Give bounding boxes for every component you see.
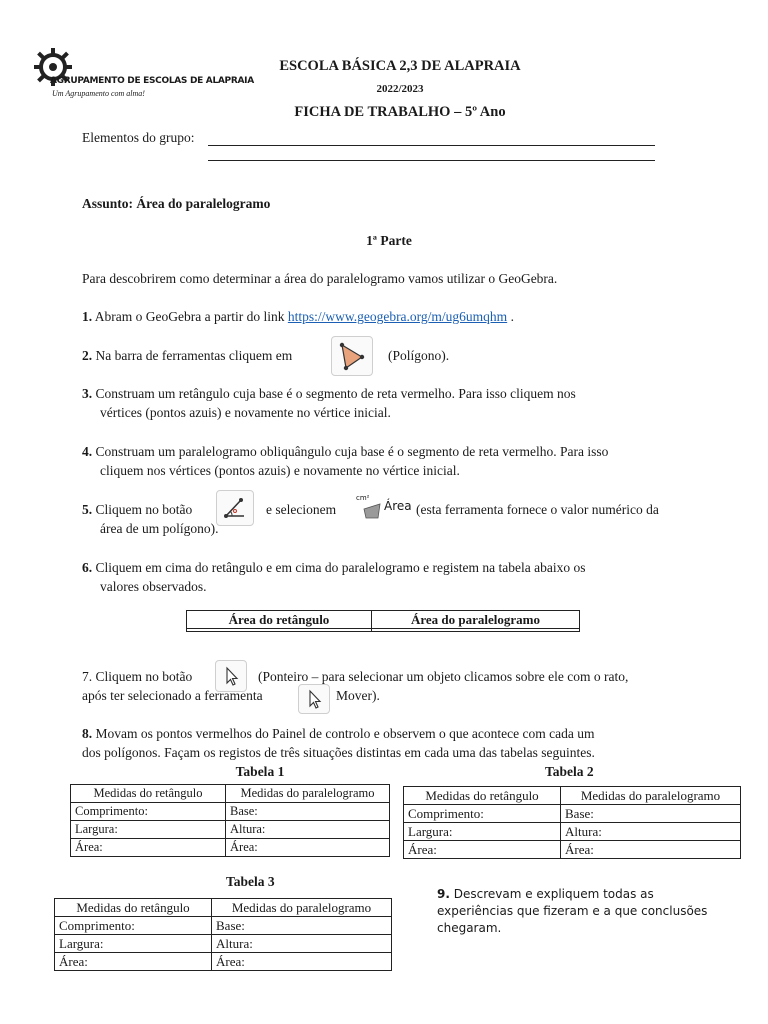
subject-title: Assunto: Área do paralelogramo [82, 196, 271, 211]
step-7-text1: Cliquem no botão [95, 669, 193, 684]
area-unit-label: cm² [356, 494, 370, 502]
step-5-number: 5. [82, 502, 93, 517]
area-shape-icon [362, 503, 382, 519]
step-9-line2: experiências que fizeram e a que conclusões [437, 904, 708, 918]
area-table-cell-rectangle[interactable] [187, 629, 372, 632]
step-2-number: 2. [82, 348, 93, 363]
step-5-text2: e selecionem [266, 502, 337, 517]
step-1 [82, 307, 514, 326]
table-1-rect-area[interactable]: Área: [71, 839, 226, 857]
table-2-length[interactable]: Comprimento: [404, 805, 561, 823]
step-9-line1: Descrevam e expliquem todas as [453, 887, 654, 901]
table-1-base[interactable]: Base: [226, 803, 390, 821]
table-2-title: Tabela 2 [545, 764, 594, 779]
table-1-length[interactable]: Comprimento: [71, 803, 226, 821]
step-9-line3: chegaram. [437, 921, 502, 935]
move-tool-button[interactable] [298, 684, 330, 714]
step-3-number: 3. [82, 386, 93, 401]
school-year: 2022/2023 [376, 83, 424, 95]
area-table-cell-parallelogram[interactable] [372, 629, 580, 632]
group-line-1[interactable] [208, 145, 655, 146]
intro-text: Para descobrirem como determinar a área do paralelogramo vamos utilizar o GeoGebra. [82, 271, 558, 286]
table-1-title: Tabela 1 [235, 764, 285, 779]
measure-tool-button[interactable] [216, 490, 254, 526]
step-4-number: 4. [82, 444, 93, 459]
table-2-height[interactable]: Altura: [561, 823, 741, 841]
step-3-line2: vértices (pontos azuis) e novamente no vértice inicial. [100, 405, 391, 420]
step-7-line2b: Mover). [336, 688, 380, 703]
geogebra-link[interactable]: https://www.geogebra.org/m/ug6umqhm [287, 309, 508, 324]
polygon-icon [332, 337, 372, 375]
table-2-para-area[interactable]: Área: [561, 841, 741, 859]
step-1-number: 1. [82, 309, 93, 324]
table-3-header-parallelogram: Medidas do paralelogramo [212, 899, 392, 917]
step-6-line1: Cliquem em cima do retângulo e em cima do paralelogramo e registem na tabela abaixo os [95, 560, 586, 575]
step-4-line1: Construam um paralelogramo obliquângulo cuja base é o segmento de reta vermelho. Para isso [95, 444, 609, 459]
step-7-line2a: após ter selecionado a ferramenta [82, 688, 263, 703]
step-3-line1: Construam um retângulo cuja base é o segmento de reta vermelho. Para isso cliquem nos [95, 386, 576, 401]
area-table-col-parallelogram: Área do paralelogramo [372, 611, 580, 629]
school-logo [30, 44, 254, 100]
table-2-header-parallelogram: Medidas do paralelogramo [561, 787, 741, 805]
sheet-title: FICHA DE TRABALHO – 5º Ano [294, 104, 506, 120]
angle-measure-icon [217, 491, 253, 525]
table-1-header-rectangle: Medidas do retângulo [71, 785, 226, 803]
table-3-title: Tabela 3 [226, 874, 275, 889]
step-2-text: Na barra de ferramentas cliquem em [95, 348, 293, 363]
table-3 [54, 898, 392, 971]
part-title: 1ª Parte [366, 233, 412, 248]
step-9-number: 9. [437, 887, 450, 901]
table-2-rect-area[interactable]: Área: [404, 841, 561, 859]
school-name: ESCOLA BÁSICA 2,3 DE ALAPRAIA [279, 58, 521, 74]
group-line-2[interactable] [208, 160, 655, 161]
table-3-width[interactable]: Largura: [55, 935, 212, 953]
area-table-col-rectangle: Área do retângulo [187, 611, 372, 629]
step-6-line2: valores observados. [100, 579, 207, 594]
logo-text: AGRUPAMENTO DE ESCOLAS DE ALAPRAIA [50, 76, 254, 86]
step-9 [437, 886, 707, 937]
step-7 [82, 667, 192, 686]
table-1-width[interactable]: Largura: [71, 821, 226, 839]
step-2-after: (Polígono). [388, 348, 450, 363]
logo-tagline: Um Agrupamento com alma! [52, 89, 145, 98]
table-2-base[interactable]: Base: [561, 805, 741, 823]
step-4-line2: cliquem nos vértices (pontos azuis) e novamente no vértice inicial. [100, 463, 460, 478]
step-9-first-line [437, 886, 707, 903]
table-2 [403, 786, 741, 859]
table-3-header-rectangle: Medidas do retângulo [55, 899, 212, 917]
table-3-para-area[interactable]: Área: [212, 953, 392, 971]
table-3-height[interactable]: Altura: [212, 935, 392, 953]
area-table [186, 610, 580, 632]
step-6-number: 6. [82, 560, 93, 575]
table-3-rect-area[interactable]: Área: [55, 953, 212, 971]
group-label: Elementos do grupo: [82, 130, 195, 145]
area-tool-label: Área [384, 499, 412, 513]
table-2-header-rectangle: Medidas do retângulo [404, 787, 561, 805]
polygon-tool-button[interactable] [331, 336, 373, 376]
step-1-after: . [510, 309, 514, 324]
move-pointer-icon [299, 685, 329, 713]
table-1 [70, 784, 390, 857]
step-5-text1: Cliquem no botão [95, 502, 193, 517]
table-1-para-area[interactable]: Área: [226, 839, 390, 857]
step-7-text2: (Ponteiro – para selecionar um objeto clicamos sobre ele com o rato, [258, 669, 629, 684]
step-8 [82, 724, 595, 743]
step-5-line2: área de um polígono). [100, 521, 219, 536]
step-2 [82, 346, 292, 365]
table-1-height[interactable]: Altura: [226, 821, 390, 839]
step-8-line1: Movam os pontos vermelhos do Painel de controlo e observem o que acontece com cada um [95, 726, 595, 741]
step-8-number: 8. [82, 726, 93, 741]
step-1-text: Abram o GeoGebra a partir do link [94, 309, 285, 324]
table-3-length[interactable]: Comprimento: [55, 917, 212, 935]
step-8-line2: dos polígonos. Façam os registos de três situações distintas em cada uma das tabelas seguintes. [82, 745, 595, 760]
area-tool-button[interactable] [356, 494, 416, 522]
step-3 [82, 384, 576, 403]
table-3-base[interactable]: Base: [212, 917, 392, 935]
step-6 [82, 558, 585, 577]
step-7-number: 7. [82, 669, 93, 684]
table-1-header-parallelogram: Medidas do paralelogramo [226, 785, 390, 803]
step-4 [82, 442, 608, 461]
table-2-width[interactable]: Largura: [404, 823, 561, 841]
step-5 [82, 500, 192, 519]
step-5-text3: (esta ferramenta fornece o valor numérico da [416, 502, 659, 517]
